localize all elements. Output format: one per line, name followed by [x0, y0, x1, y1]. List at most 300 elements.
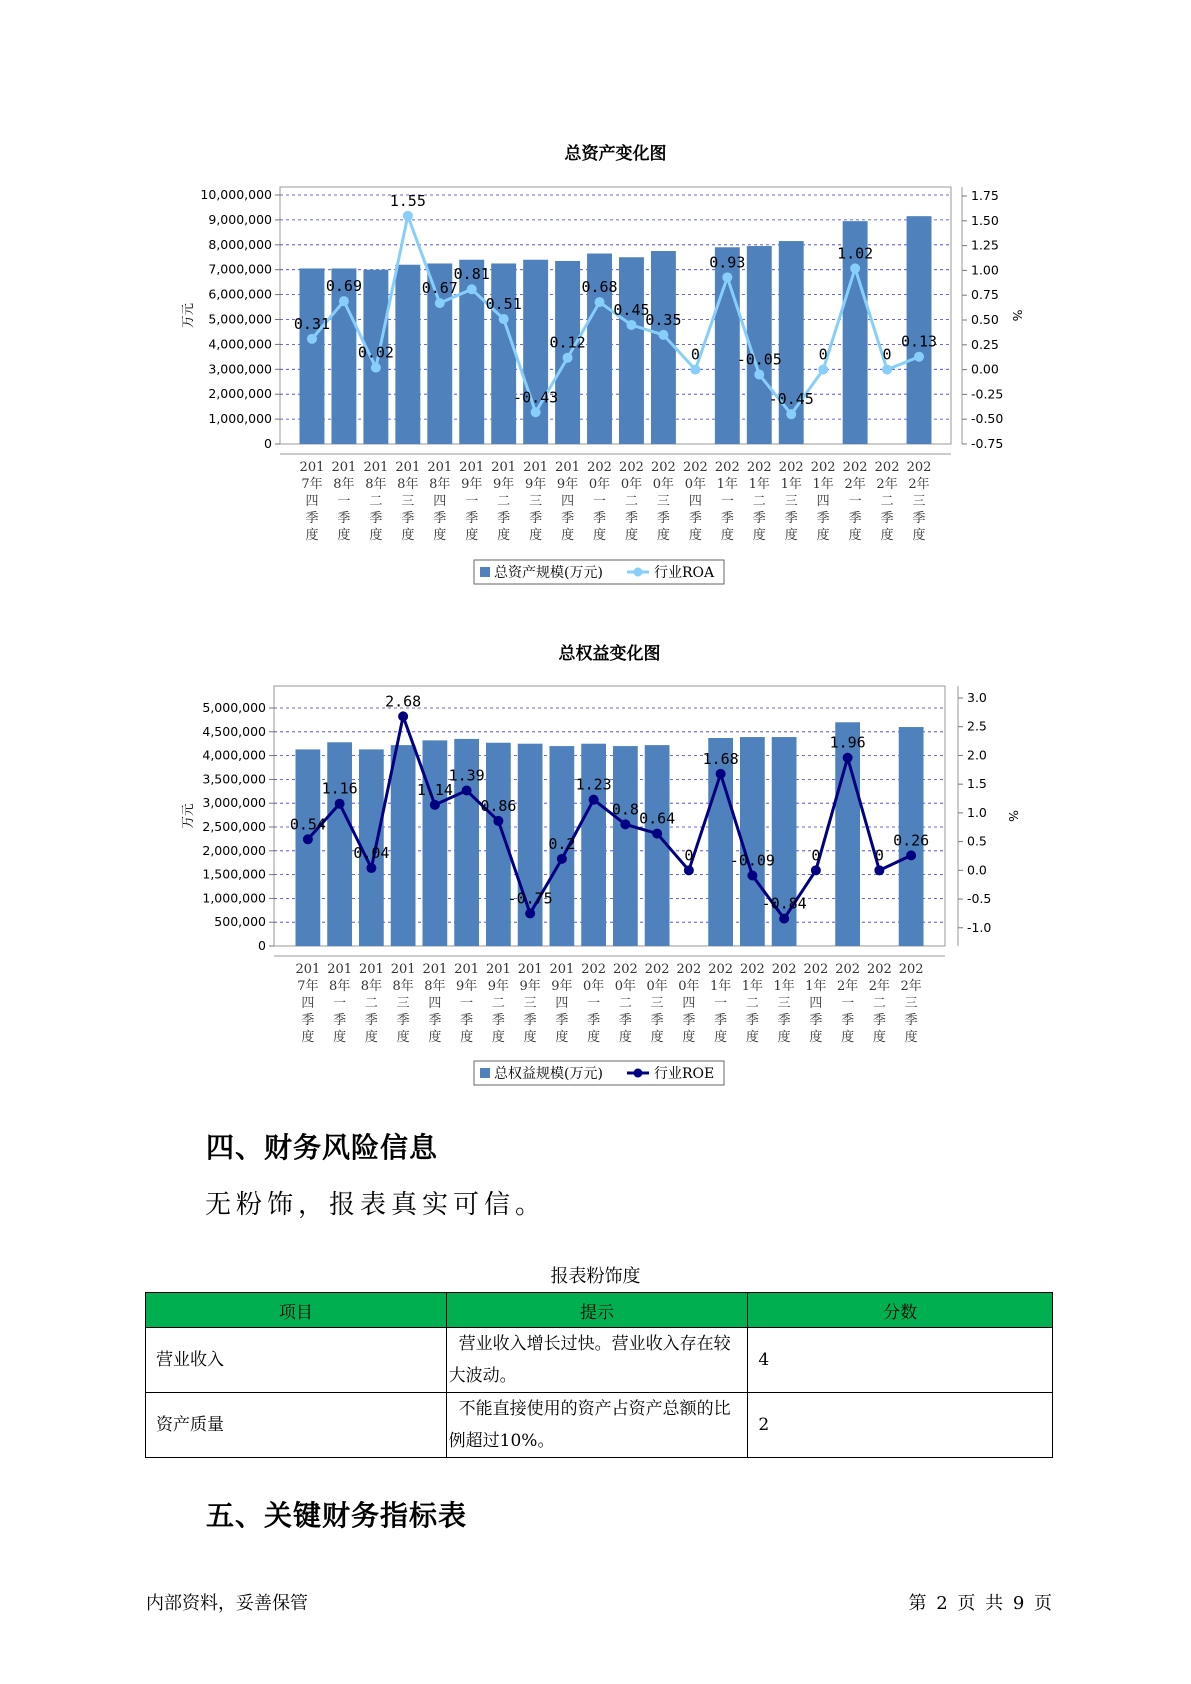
left-tick-label: 5,000,000: [202, 700, 266, 715]
x-tick-label: [676, 962, 701, 1045]
x-tick-line: 0年: [684, 477, 707, 492]
x-tick-line: 2年: [844, 477, 866, 492]
line-point: [435, 298, 445, 308]
x-tick-line: 201: [295, 962, 321, 977]
x-tick-line: 季: [816, 511, 830, 526]
x-tick-line: 1年: [780, 477, 802, 492]
x-tick-line: 季: [428, 1013, 442, 1028]
bar: [613, 746, 638, 946]
x-tick-line: 202: [644, 962, 670, 977]
line-point: [531, 407, 541, 417]
x-tick-line: 1年: [812, 477, 834, 492]
bar: [581, 744, 606, 946]
right-tick-label: 0.0: [967, 862, 987, 878]
x-tick-line: 度: [784, 528, 798, 543]
bar: [491, 263, 516, 444]
x-tick-line: 度: [593, 528, 607, 543]
right-tick-label: 1.5: [967, 776, 987, 792]
bar: [740, 737, 765, 946]
x-tick-line: 0年: [646, 979, 668, 994]
x-tick-line: 季: [688, 511, 702, 526]
x-tick-line: 201: [459, 460, 485, 475]
line-point: [525, 908, 535, 918]
x-tick-line: 202: [906, 460, 932, 475]
x-tick-line: 201: [422, 962, 448, 977]
x-tick-line: 202: [651, 460, 676, 475]
x-tick-line: 度: [301, 1030, 315, 1045]
x-tick-line: 9年: [519, 979, 541, 994]
x-tick-line: 三: [784, 494, 798, 509]
x-tick-line: 202: [682, 460, 708, 475]
data-label: 0.31: [293, 314, 331, 333]
x-tick-line: 季: [401, 511, 415, 526]
x-tick-label: [645, 962, 670, 1045]
x-tick-line: 三: [523, 996, 537, 1011]
x-tick-line: 度: [369, 528, 383, 543]
row-hint: 营业收入增长过快。营业收入存在较大波动。: [446, 1328, 748, 1393]
data-label: 0: [811, 846, 821, 865]
line-point: [467, 284, 477, 294]
x-tick-line: 度: [714, 1030, 728, 1045]
x-tick-line: 201: [363, 460, 389, 475]
left-tick-label: 1,500,000: [202, 866, 266, 882]
line-point: [595, 297, 605, 307]
x-tick-line: 度: [433, 528, 447, 543]
x-tick-line: 季: [396, 1013, 410, 1028]
x-tick-line: 201: [427, 460, 453, 475]
x-tick-line: 1年: [716, 477, 738, 492]
x-tick-line: 二: [364, 996, 378, 1011]
legend-bar-label: 总资产规模(万元): [494, 565, 603, 581]
line-point: [786, 409, 796, 419]
left-tick-label: 7,000,000: [208, 261, 272, 277]
x-tick-label: [613, 962, 638, 1045]
x-tick-line: 季: [465, 511, 479, 526]
total-assets-chart: [0, 130, 1191, 600]
line-point: [652, 829, 662, 839]
x-tick-line: 季: [872, 1013, 886, 1028]
x-tick-line: 0年: [588, 477, 611, 492]
header-score: 分数: [748, 1293, 1053, 1328]
row-score: 2: [748, 1393, 1053, 1458]
legend-bar-label: 总权益规模(万元): [494, 1066, 603, 1082]
x-tick-line: 二: [491, 996, 505, 1011]
x-tick-line: 度: [904, 1030, 918, 1045]
table-row: [146, 1328, 1053, 1393]
x-tick-line: 二: [880, 494, 894, 509]
x-tick-line: 季: [301, 1013, 315, 1028]
x-tick-line: 1年: [709, 979, 732, 994]
x-tick-line: 8年: [392, 979, 414, 994]
line-point: [716, 769, 726, 779]
data-label: -0.09: [729, 851, 775, 870]
right-tick-label: 0.25: [971, 336, 999, 352]
x-tick-line: 度: [337, 528, 351, 543]
bar: [295, 749, 320, 946]
x-tick-line: 季: [912, 511, 926, 526]
x-tick-line: 四: [433, 494, 447, 509]
x-tick-line: 度: [872, 1030, 886, 1045]
x-tick-line: 度: [305, 528, 319, 543]
x-tick-label: [295, 962, 320, 1045]
x-tick-line: 三: [650, 996, 664, 1011]
x-tick-line: 202: [714, 460, 740, 475]
x-tick-line: 201: [327, 962, 353, 977]
x-tick-line: 四: [682, 996, 696, 1011]
line-point: [307, 334, 317, 344]
x-tick-line: 季: [745, 1013, 759, 1028]
data-label: 0.69: [325, 277, 362, 296]
right-tick-label: 2.5: [967, 718, 987, 734]
right-tick-label: 0.5: [967, 833, 987, 849]
x-tick-line: 二: [497, 494, 511, 509]
x-tick-label: [300, 460, 325, 543]
x-tick-line: 度: [618, 1030, 632, 1045]
x-tick-line: 度: [848, 528, 862, 543]
left-tick-label: 4,000,000: [202, 747, 266, 763]
x-tick-line: 度: [650, 1030, 664, 1045]
header-item: 项目: [146, 1293, 447, 1328]
x-tick-line: 度: [809, 1030, 823, 1045]
data-label: 1.23: [575, 775, 612, 794]
x-tick-label: [803, 962, 828, 1045]
line-point: [557, 854, 567, 864]
data-label: 1.39: [448, 766, 485, 785]
line-point: [658, 330, 668, 340]
x-tick-line: 8年: [328, 979, 351, 994]
x-tick-line: 度: [777, 1030, 791, 1045]
x-tick-line: 季: [777, 1013, 791, 1028]
x-tick-line: 二: [745, 996, 759, 1011]
x-tick-label: [486, 962, 511, 1045]
left-tick-label: 8,000,000: [208, 236, 272, 252]
line-point: [626, 320, 636, 330]
x-tick-label: [454, 962, 479, 1045]
chart-title: 总资产变化图: [564, 144, 667, 164]
x-tick-line: 0年: [620, 477, 643, 492]
legend-line-marker: [634, 1069, 643, 1078]
x-tick-line: 201: [523, 460, 549, 475]
x-tick-label: [523, 460, 548, 543]
x-tick-label: [708, 962, 733, 1045]
x-tick-line: 2年: [876, 477, 898, 492]
data-label: 0.04: [353, 844, 390, 863]
x-tick-line: 1年: [741, 979, 764, 994]
line-point: [589, 795, 599, 805]
x-tick-line: 四: [305, 494, 319, 509]
x-tick-line: 季: [555, 1013, 569, 1028]
line-point: [462, 785, 472, 795]
x-tick-line: 9年: [455, 979, 478, 994]
x-tick-line: 一: [593, 494, 607, 509]
line-point: [403, 211, 413, 221]
bar: [391, 745, 416, 946]
x-tick-line: 度: [912, 528, 926, 543]
x-tick-line: 二: [618, 996, 632, 1011]
x-tick-label: [395, 460, 420, 543]
table-caption: 报表粉饰度: [550, 1266, 641, 1287]
y-axis-left-label: 万元: [180, 302, 195, 329]
x-tick-line: 度: [364, 1030, 378, 1045]
line-point: [779, 914, 789, 924]
x-tick-line: 季: [523, 1013, 537, 1028]
x-tick-line: 度: [682, 1030, 696, 1045]
right-tick-label: 0.50: [971, 312, 999, 327]
data-label: 0.35: [645, 310, 682, 329]
x-tick-line: 二: [752, 494, 766, 509]
left-tick-label: 2,000,000: [208, 386, 272, 402]
line-point: [493, 816, 503, 826]
left-tick-label: 1,000,000: [202, 890, 266, 906]
x-tick-line: 8年: [365, 477, 387, 492]
x-tick-label: [581, 962, 606, 1045]
legend-line-label: 行业ROE: [654, 1066, 715, 1082]
x-tick-line: 一: [333, 996, 347, 1011]
x-tick-line: 9年: [487, 979, 510, 994]
line-point: [620, 819, 630, 829]
x-tick-line: 一: [587, 996, 601, 1011]
data-label: 0.64: [639, 809, 676, 828]
right-tick-label: -0.75: [971, 436, 1004, 451]
right-tick-label: -0.50: [971, 411, 1004, 427]
x-tick-label: [332, 460, 357, 543]
x-tick-line: 度: [624, 528, 638, 543]
data-label: 0.93: [709, 253, 746, 272]
bar: [395, 265, 420, 444]
x-tick-label: [907, 460, 932, 543]
x-tick-line: 1年: [805, 979, 827, 994]
x-tick-line: 度: [688, 528, 702, 543]
right-tick-label: 0.00: [971, 361, 999, 377]
left-tick-label: 2,500,000: [202, 819, 266, 834]
data-label: 1.14: [416, 780, 453, 799]
x-tick-line: 度: [497, 528, 511, 543]
data-label: -0.75: [507, 889, 553, 908]
bar: [555, 261, 580, 444]
x-tick-line: 季: [904, 1013, 918, 1028]
x-tick-line: 0年: [652, 477, 675, 492]
line-point: [339, 296, 349, 306]
data-label: -0.84: [761, 894, 807, 913]
row-item: 资产质量: [146, 1393, 447, 1458]
line-point: [747, 870, 757, 880]
data-label: 0.45: [613, 300, 650, 319]
x-tick-line: 三: [529, 494, 543, 509]
x-tick-line: 度: [587, 1030, 601, 1045]
x-tick-line: 一: [460, 996, 474, 1011]
x-tick-line: 9年: [551, 979, 573, 994]
data-label: 1.68: [702, 749, 739, 768]
y-axis-right-label: %: [1010, 309, 1025, 322]
x-tick-line: 度: [816, 528, 830, 543]
x-tick-line: 0年: [582, 979, 605, 994]
x-tick-line: 季: [618, 1013, 632, 1028]
x-tick-line: 201: [491, 460, 517, 475]
x-tick-line: 季: [369, 511, 383, 526]
data-label: 0: [882, 345, 892, 364]
x-tick-line: 一: [337, 494, 351, 509]
x-tick-line: 三: [777, 996, 791, 1011]
line-point: [563, 353, 573, 363]
x-tick-label: [518, 962, 543, 1045]
data-label: 0.54: [289, 815, 326, 834]
x-tick-line: 季: [460, 1013, 474, 1028]
y-axis-right-label: %: [1006, 810, 1021, 822]
legend-line-label: 行业ROA: [654, 565, 715, 581]
x-tick-line: 202: [708, 962, 734, 977]
right-tick-label: -0.5: [967, 891, 992, 907]
x-tick-line: 季: [593, 511, 607, 526]
x-tick-line: 201: [390, 962, 416, 977]
left-tick-label: 4,500,000: [202, 723, 266, 739]
line-point: [874, 865, 884, 875]
x-tick-line: 202: [778, 460, 804, 475]
x-tick-line: 度: [523, 1030, 537, 1045]
x-tick-label: [899, 962, 924, 1045]
x-tick-label: [391, 962, 416, 1045]
legend-bar-swatch: [480, 567, 490, 577]
x-tick-line: 一: [720, 494, 734, 509]
x-tick-line: 1年: [748, 477, 770, 492]
x-tick-line: 202: [581, 962, 607, 977]
x-tick-line: 二: [624, 494, 638, 509]
x-tick-line: 度: [333, 1030, 347, 1045]
x-tick-line: 202: [842, 460, 868, 475]
x-tick-line: 202: [835, 962, 861, 977]
data-label: 0.8: [611, 800, 639, 819]
footer-page-number: 第 2 页 共 9 页: [908, 1593, 1052, 1614]
data-label: 0: [818, 345, 828, 364]
x-tick-line: 度: [841, 1030, 855, 1045]
data-label: 0.86: [480, 796, 517, 815]
x-tick-line: 季: [561, 511, 575, 526]
left-tick-label: 4,000,000: [208, 336, 272, 352]
header-hint: 提示: [446, 1293, 748, 1328]
x-tick-line: 季: [333, 1013, 347, 1028]
x-tick-line: 季: [809, 1013, 823, 1028]
x-tick-line: 202: [771, 962, 797, 977]
x-tick-line: 度: [656, 528, 670, 543]
x-tick-line: 0年: [678, 979, 700, 994]
line-point: [818, 365, 828, 375]
x-tick-line: 三: [912, 494, 926, 509]
x-tick-line: 四: [809, 996, 823, 1011]
x-tick-label: [549, 962, 574, 1045]
right-tick-label: 0.75: [971, 287, 999, 303]
legend-bar-swatch: [480, 1068, 490, 1078]
data-label: -0.45: [768, 390, 814, 409]
chart-title: 总权益变化图: [558, 644, 661, 664]
x-tick-line: 季: [880, 511, 894, 526]
x-tick-line: 四: [561, 494, 575, 509]
x-tick-line: 一: [714, 996, 728, 1011]
x-tick-label: [427, 460, 452, 543]
x-tick-label: [327, 962, 352, 1045]
left-tick-label: 2,000,000: [202, 842, 266, 858]
x-tick-line: 8年: [397, 477, 419, 492]
right-tick-label: 1.50: [971, 212, 999, 228]
data-label: 1.16: [321, 779, 358, 798]
data-label: -0.05: [736, 350, 782, 369]
data-label: 0.12: [549, 333, 586, 352]
bar: [422, 740, 447, 946]
x-tick-line: 201: [299, 460, 325, 475]
x-tick-line: 度: [720, 528, 734, 543]
x-tick-line: 四: [555, 996, 569, 1011]
x-tick-line: 度: [460, 1030, 474, 1045]
x-tick-line: 2年: [908, 477, 930, 492]
x-tick-line: 202: [866, 962, 892, 977]
x-tick-label: [715, 460, 740, 543]
legend-line-marker: [634, 568, 643, 577]
y-axis-left-label: 万元: [180, 803, 195, 829]
x-tick-line: 季: [848, 511, 862, 526]
x-tick-line: 202: [587, 460, 612, 475]
x-tick-line: 9年: [461, 477, 483, 492]
x-tick-label: [835, 962, 860, 1045]
section-4-title: 四、财务风险信息: [206, 1131, 439, 1164]
x-tick-line: 202: [874, 460, 900, 475]
x-tick-line: 8年: [429, 477, 451, 492]
x-tick-line: 季: [337, 511, 351, 526]
data-label: 1.96: [829, 733, 866, 752]
line-point: [850, 263, 860, 273]
x-tick-label: [359, 962, 384, 1045]
table-header-row: [146, 1293, 1053, 1328]
x-tick-line: 201: [331, 460, 357, 475]
line-point: [335, 799, 345, 809]
x-tick-line: 季: [587, 1013, 601, 1028]
bar: [327, 742, 352, 946]
x-tick-line: 季: [650, 1013, 664, 1028]
x-tick-line: 季: [364, 1013, 378, 1028]
total-equity-chart: [0, 630, 1191, 1100]
line-point: [398, 711, 408, 721]
x-tick-label: [422, 962, 447, 1045]
section-5-title: 五、关键财务指标表: [206, 1499, 468, 1532]
line-point: [914, 352, 924, 362]
right-tick-label: -1.0: [967, 919, 992, 935]
x-tick-line: 202: [739, 962, 765, 977]
x-tick-label: [867, 962, 892, 1045]
x-tick-label: [772, 962, 797, 1045]
x-tick-label: [747, 460, 772, 543]
left-tick-label: 500,000: [214, 914, 266, 930]
right-tick-label: 2.0: [967, 747, 987, 763]
line-point: [684, 865, 694, 875]
x-tick-line: 8年: [333, 477, 355, 492]
x-tick-line: 9年: [524, 477, 547, 492]
x-tick-line: 季: [841, 1013, 855, 1028]
left-tick-label: 10,000,000: [200, 187, 272, 202]
x-tick-line: 度: [529, 528, 543, 543]
x-tick-line: 202: [898, 962, 924, 977]
x-tick-line: 四: [688, 494, 702, 509]
x-tick-line: 度: [401, 528, 415, 543]
x-tick-label: [363, 460, 388, 543]
left-tick-label: 0: [258, 938, 266, 953]
x-tick-line: 四: [816, 494, 830, 509]
left-tick-label: 0: [264, 436, 272, 451]
x-tick-line: 三: [401, 494, 415, 509]
data-label: 1.02: [837, 244, 874, 263]
x-tick-line: 201: [517, 962, 543, 977]
x-tick-line: 201: [358, 962, 384, 977]
x-tick-line: 季: [784, 511, 798, 526]
risk-conclusion-text: 无粉饰，报表真实可信。: [205, 1190, 547, 1220]
x-tick-line: 度: [745, 1030, 759, 1045]
x-tick-line: 度: [465, 528, 479, 543]
